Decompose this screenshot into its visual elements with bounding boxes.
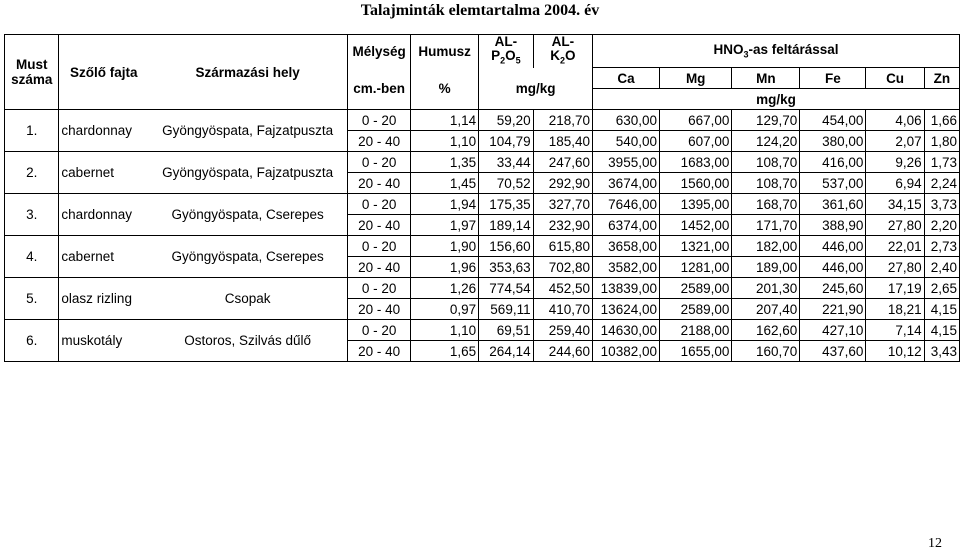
cell-depth: 0 - 20 <box>348 236 411 257</box>
sample-no: 2. <box>5 152 59 194</box>
cell-mg: 1683,00 <box>659 152 731 173</box>
cell-ca: 540,00 <box>593 131 660 152</box>
cell-al-p2o5: 264,14 <box>479 341 533 362</box>
cell-ca: 3955,00 <box>593 152 660 173</box>
cell-fe: 427,10 <box>800 320 866 341</box>
cell-cu: 6,94 <box>866 173 924 194</box>
cell-al-k2o: 615,80 <box>533 236 592 257</box>
cell-zn: 2,40 <box>924 257 959 278</box>
cell-fe: 537,00 <box>800 173 866 194</box>
cell-mg: 1321,00 <box>659 236 731 257</box>
cell-humus: 1,10 <box>411 131 479 152</box>
sample-no: 1. <box>5 110 59 152</box>
cell-depth: 0 - 20 <box>348 320 411 341</box>
cell-depth: 0 - 20 <box>348 110 411 131</box>
cell-mn: 182,00 <box>732 236 800 257</box>
cell-al-p2o5: 69,51 <box>479 320 533 341</box>
cell-mg: 607,00 <box>659 131 731 152</box>
cell-depth: 0 - 20 <box>348 278 411 299</box>
cell-cu: 9,26 <box>866 152 924 173</box>
sample-variety: olasz rizling <box>59 278 148 320</box>
cell-ca: 6374,00 <box>593 215 660 236</box>
cell-mn: 168,70 <box>732 194 800 215</box>
sample-variety: chardonnay <box>59 194 148 236</box>
cell-mn: 207,40 <box>732 299 800 320</box>
cell-ca: 10382,00 <box>593 341 660 362</box>
table-row <box>5 278 960 299</box>
table-row <box>5 152 960 173</box>
cell-ca: 13624,00 <box>593 299 660 320</box>
cell-mg: 1281,00 <box>659 257 731 278</box>
header-humus-unit: % <box>411 68 479 110</box>
cell-humus: 1,35 <box>411 152 479 173</box>
cell-mg: 1655,00 <box>659 341 731 362</box>
cell-al-p2o5: 70,52 <box>479 173 533 194</box>
cell-fe: 454,00 <box>800 110 866 131</box>
document-title: Talajminták elemtartalma 2004. év <box>360 2 600 19</box>
cell-ca: 630,00 <box>593 110 660 131</box>
cell-cu: 27,80 <box>866 257 924 278</box>
sample-no: 4. <box>5 236 59 278</box>
sample-origin: Gyöngyöspata, Cserepes <box>148 194 347 236</box>
cell-cu: 27,80 <box>866 215 924 236</box>
header-depth: Mélység <box>348 35 411 68</box>
header-origin: Származási hely <box>148 35 347 110</box>
cell-al-k2o: 702,80 <box>533 257 592 278</box>
sample-no: 5. <box>5 278 59 320</box>
header-al-k2o: AL- $K_2O$ <box>533 35 592 68</box>
cell-mn: 189,00 <box>732 257 800 278</box>
cell-cu: 10,12 <box>866 341 924 362</box>
cell-fe: 416,00 <box>800 152 866 173</box>
cell-mg: 1452,00 <box>659 215 731 236</box>
cell-ca: 7646,00 <box>593 194 660 215</box>
cell-fe: 388,90 <box>800 215 866 236</box>
sample-no: 6. <box>5 320 59 362</box>
cell-mg: 2188,00 <box>659 320 731 341</box>
sample-origin: Csopak <box>148 278 347 320</box>
cell-al-p2o5: 353,63 <box>479 257 533 278</box>
cell-mn: 129,70 <box>732 110 800 131</box>
cell-zn: 3,73 <box>924 194 959 215</box>
cell-al-p2o5: 774,54 <box>479 278 533 299</box>
header-no: Must száma <box>5 35 59 110</box>
cell-humus: 1,45 <box>411 173 479 194</box>
cell-depth: 0 - 20 <box>348 152 411 173</box>
cell-fe: 437,60 <box>800 341 866 362</box>
cell-mg: 2589,00 <box>659 278 731 299</box>
header-mg: Mg <box>659 68 731 89</box>
cell-humus: 1,96 <box>411 257 479 278</box>
cell-al-p2o5: 189,14 <box>479 215 533 236</box>
cell-zn: 2,65 <box>924 278 959 299</box>
cell-fe: 245,60 <box>800 278 866 299</box>
header-hno3: $HNO_3-as$ feltárással <box>593 35 960 68</box>
sample-origin: Ostoros, Szilvás dűlő <box>148 320 347 362</box>
sample-variety: muskotály <box>59 320 148 362</box>
cell-al-k2o: 452,50 <box>533 278 592 299</box>
cell-cu: 4,06 <box>866 110 924 131</box>
cell-depth: 20 - 40 <box>348 341 411 362</box>
cell-fe: 446,00 <box>800 257 866 278</box>
cell-al-k2o: 410,70 <box>533 299 592 320</box>
cell-fe: 361,60 <box>800 194 866 215</box>
cell-mn: 160,70 <box>732 341 800 362</box>
cell-ca: 3674,00 <box>593 173 660 194</box>
cell-humus: 1,97 <box>411 215 479 236</box>
cell-depth: 0 - 20 <box>348 194 411 215</box>
cell-zn: 4,15 <box>924 320 959 341</box>
cell-mg: 1395,00 <box>659 194 731 215</box>
cell-cu: 7,14 <box>866 320 924 341</box>
cell-al-p2o5: 569,11 <box>479 299 533 320</box>
header-fe: Fe <box>800 68 866 89</box>
cell-mn: 108,70 <box>732 152 800 173</box>
sample-variety: chardonnay <box>59 110 148 152</box>
cell-depth: 20 - 40 <box>348 131 411 152</box>
cell-cu: 34,15 <box>866 194 924 215</box>
cell-zn: 3,43 <box>924 341 959 362</box>
table-row <box>5 194 960 215</box>
table-row <box>5 236 960 257</box>
sample-origin: Gyöngyöspata, Fajzatpuszta <box>148 110 347 152</box>
cell-al-p2o5: 59,20 <box>479 110 533 131</box>
cell-mn: 201,30 <box>732 278 800 299</box>
sample-origin: Gyöngyöspata, Fajzatpuszta <box>148 152 347 194</box>
sample-origin: Gyöngyöspata, Cserepes <box>148 236 347 278</box>
cell-zn: 1,66 <box>924 110 959 131</box>
cell-mg: 667,00 <box>659 110 731 131</box>
header-hno3-unit: mg/kg <box>593 89 960 110</box>
cell-al-k2o: 244,60 <box>533 341 592 362</box>
cell-depth: 20 - 40 <box>348 215 411 236</box>
cell-humus: 1,14 <box>411 110 479 131</box>
cell-mn: 171,70 <box>732 215 800 236</box>
header-variety: Szőlő fajta <box>59 35 148 110</box>
header-mn: Mn <box>732 68 800 89</box>
cell-al-k2o: 185,40 <box>533 131 592 152</box>
cell-zn: 2,24 <box>924 173 959 194</box>
cell-zn: 2,73 <box>924 236 959 257</box>
cell-depth: 20 - 40 <box>348 257 411 278</box>
cell-mg: 1560,00 <box>659 173 731 194</box>
cell-depth: 20 - 40 <box>348 299 411 320</box>
cell-cu: 22,01 <box>866 236 924 257</box>
header-ca: Ca <box>593 68 660 89</box>
cell-al-p2o5: 33,44 <box>479 152 533 173</box>
cell-humus: 1,10 <box>411 320 479 341</box>
cell-cu: 18,21 <box>866 299 924 320</box>
cell-al-k2o: 218,70 <box>533 110 592 131</box>
cell-al-k2o: 259,40 <box>533 320 592 341</box>
header-al-p2o5: AL- $P_2O_5$ <box>479 35 533 68</box>
cell-mn: 162,60 <box>732 320 800 341</box>
cell-zn: 1,73 <box>924 152 959 173</box>
cell-humus: 1,65 <box>411 341 479 362</box>
cell-al-k2o: 327,70 <box>533 194 592 215</box>
page-number: 12 <box>928 536 942 551</box>
cell-ca: 3658,00 <box>593 236 660 257</box>
header-humus: Humusz <box>411 35 479 68</box>
cell-cu: 17,19 <box>866 278 924 299</box>
sample-variety: cabernet <box>59 152 148 194</box>
cell-zn: 1,80 <box>924 131 959 152</box>
sample-variety: cabernet <box>59 236 148 278</box>
header-cu: Cu <box>866 68 924 89</box>
cell-mn: 108,70 <box>732 173 800 194</box>
cell-al-k2o: 247,60 <box>533 152 592 173</box>
cell-humus: 1,26 <box>411 278 479 299</box>
cell-humus: 1,90 <box>411 236 479 257</box>
cell-zn: 4,15 <box>924 299 959 320</box>
table-row <box>5 110 960 131</box>
table-row <box>5 320 960 341</box>
cell-fe: 221,90 <box>800 299 866 320</box>
cell-depth: 20 - 40 <box>348 173 411 194</box>
cell-mg: 2589,00 <box>659 299 731 320</box>
cell-fe: 446,00 <box>800 236 866 257</box>
cell-humus: 1,94 <box>411 194 479 215</box>
header-depth-unit: cm.-ben <box>348 68 411 110</box>
cell-ca: 14630,00 <box>593 320 660 341</box>
sample-no: 3. <box>5 194 59 236</box>
cell-mn: 124,20 <box>732 131 800 152</box>
cell-al-k2o: 292,90 <box>533 173 592 194</box>
cell-cu: 2,07 <box>866 131 924 152</box>
cell-zn: 2,20 <box>924 215 959 236</box>
cell-fe: 380,00 <box>800 131 866 152</box>
cell-ca: 3582,00 <box>593 257 660 278</box>
cell-al-p2o5: 175,35 <box>479 194 533 215</box>
soil-sample-table <box>4 34 960 362</box>
cell-al-p2o5: 156,60 <box>479 236 533 257</box>
cell-al-k2o: 232,90 <box>533 215 592 236</box>
header-al-unit: mg/kg <box>479 68 593 110</box>
cell-ca: 13839,00 <box>593 278 660 299</box>
header-zn: Zn <box>924 68 959 89</box>
cell-humus: 0,97 <box>411 299 479 320</box>
cell-al-p2o5: 104,79 <box>479 131 533 152</box>
